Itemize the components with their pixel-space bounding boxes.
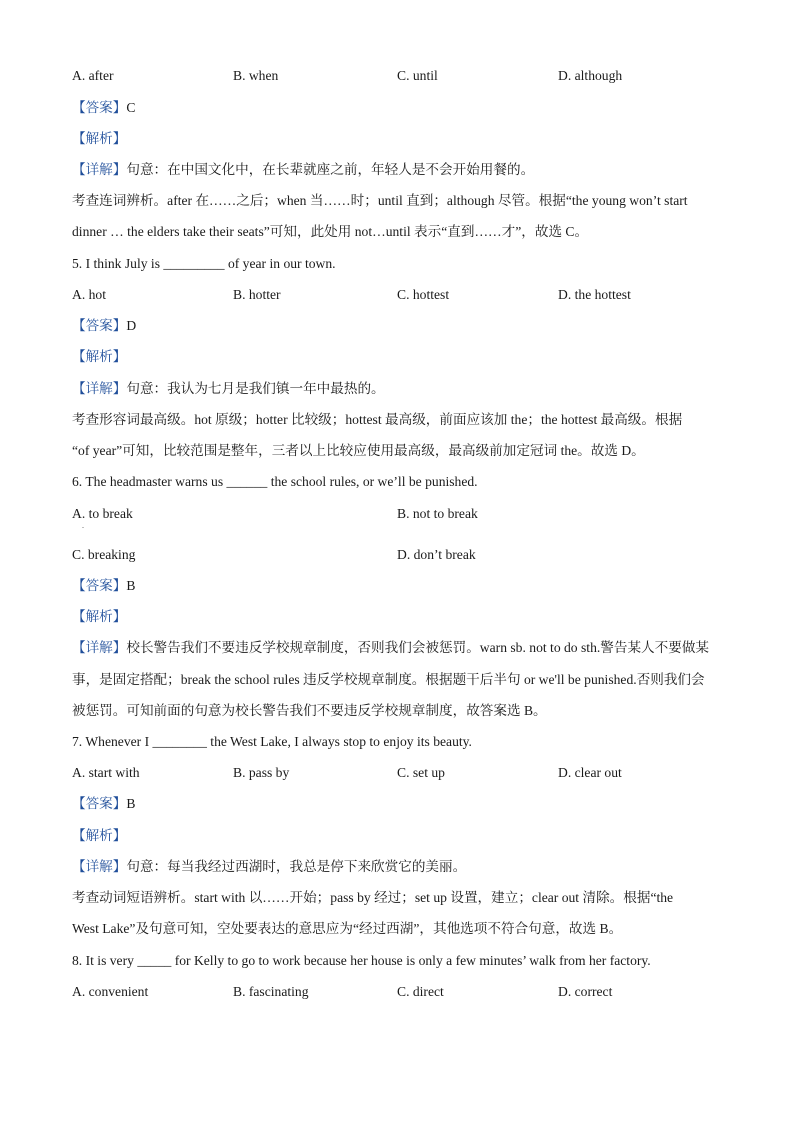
- q7-answer: [72, 795, 728, 813]
- detail-text: 句意：在中国文化中，在长辈就座之前，年轻人是不会开始用餐的。: [126, 162, 535, 177]
- detail-tag: 【详解】: [72, 162, 127, 177]
- detail-tag: 【详解】: [72, 640, 127, 655]
- q4-analysis: [72, 130, 728, 148]
- q6-option-c[interactable]: C. breaking: [72, 547, 136, 562]
- q4-option-a[interactable]: A. after: [72, 68, 114, 83]
- analysis-tag: 【解析】: [72, 131, 127, 146]
- analysis-tag: 【解析】: [72, 609, 127, 624]
- q5-option-a[interactable]: A. hot: [72, 287, 106, 302]
- q6-detail: [72, 639, 728, 657]
- detail-text: 句意：我认为七月是我们镇一年中最热的。: [126, 381, 385, 396]
- q7-option-a[interactable]: A. start with: [72, 765, 140, 780]
- q5-stem: 5. I think July is _________ of year in our town.: [72, 256, 336, 271]
- q5-answer: [72, 317, 728, 335]
- detail-text: 校长警告我们不要违反学校规章制度，否则我们会被惩罚。warn sb. not to do sth.警告某人不要做某: [126, 640, 710, 655]
- q5-detail: [72, 380, 728, 398]
- answer-tag: 【答案】: [72, 318, 127, 333]
- q7-detail: [72, 858, 728, 876]
- q4-option-d[interactable]: D. although: [558, 68, 623, 83]
- q5-option-c[interactable]: C. hottest: [397, 287, 450, 302]
- q6-option-a[interactable]: A. to break: [72, 506, 133, 521]
- q4-option-c[interactable]: C. until: [397, 68, 438, 83]
- answer-tag: 【答案】: [72, 578, 127, 593]
- q6-explain-line-2: 事，是固定搭配；break the school rules 违反学校规章制度。根据题干后半句 or we'll be punished.否则我们会: [72, 672, 705, 687]
- q8-option-c[interactable]: C. direct: [397, 984, 444, 999]
- q7-option-c[interactable]: C. set up: [397, 765, 445, 780]
- analysis-tag: 【解析】: [72, 828, 127, 843]
- q4-option-b[interactable]: B. when: [233, 68, 279, 83]
- answer-tag: 【答案】: [72, 100, 127, 115]
- q5-option-d[interactable]: D. the hottest: [558, 287, 631, 302]
- q4-detail: [72, 161, 728, 179]
- q6-analysis: [72, 608, 728, 626]
- q7-explain-line-2: West Lake”及句意可知，空处要表达的意思应为“经过西湖”，其他选项不符合句意，故选 B。: [72, 921, 623, 936]
- q8-option-b[interactable]: B. fascinating: [233, 984, 309, 999]
- answer-value: D: [126, 318, 137, 333]
- analysis-tag: 【解析】: [72, 349, 127, 364]
- q7-explain-line-1: 考查动词短语辨析。start with 以……开始；pass by 经过；set up 设置，建立；clear out 清除。根据“the: [72, 890, 674, 905]
- q8-option-d[interactable]: D. correct: [558, 984, 613, 999]
- q7-analysis: [72, 827, 728, 845]
- q6-stem: 6. The headmaster warns us ______ the school rules, or we’ll be punished.: [72, 474, 478, 489]
- q8-option-a[interactable]: A. convenient: [72, 984, 149, 999]
- q6-explain-line-3: 被惩罚。可知前面的句意为校长警告我们不要违反学校规章制度，故答案选 B。: [72, 703, 547, 718]
- q7-option-d[interactable]: D. clear out: [558, 765, 622, 780]
- q6-answer: [72, 577, 728, 595]
- q5-option-b[interactable]: B. hotter: [233, 287, 281, 302]
- detail-text: 句意：每当我经过西湖时，我总是停下来欣赏它的美丽。: [126, 859, 467, 874]
- detail-tag: 【详解】: [72, 859, 127, 874]
- q8-stem: 8. It is very _____ for Kelly to go to work because her house is only a few minutes’ walk from her factory.: [72, 953, 651, 968]
- q4-explain-line-1: 考查连词辨析。after 在……之后；when 当……时；until 直到；although 尽管。根据“the young won’t start: [72, 193, 688, 208]
- answer-value: B: [126, 578, 136, 593]
- q6-option-b[interactable]: B. not to break: [397, 506, 478, 521]
- answer-tag: 【答案】: [72, 796, 127, 811]
- q4-answer: [72, 99, 728, 117]
- q7-option-b[interactable]: B. pass by: [233, 765, 290, 780]
- stray-dot: .: [82, 521, 84, 530]
- q6-option-d[interactable]: D. don’t break: [397, 547, 476, 562]
- q4-explain-line-2: dinner … the elders take their seats”可知，此处用 not…until 表示“直到……才”，故选 C。: [72, 224, 589, 239]
- q7-stem: 7. Whenever I ________ the West Lake, I always stop to enjoy its beauty.: [72, 734, 472, 749]
- q5-explain-line-2: “of year”可知，比较范围是整年，三者以上比较应使用最高级，最高级前加定冠词 the。故选 D。: [72, 443, 645, 458]
- q5-explain-line-1: 考查形容词最高级。hot 原级；hotter 比较级；hottest 最高级，前面应该加 the；the hottest 最高级。根据: [72, 412, 683, 427]
- q5-analysis: [72, 348, 728, 366]
- answer-value: C: [126, 100, 136, 115]
- answer-value: B: [126, 796, 136, 811]
- detail-tag: 【详解】: [72, 381, 127, 396]
